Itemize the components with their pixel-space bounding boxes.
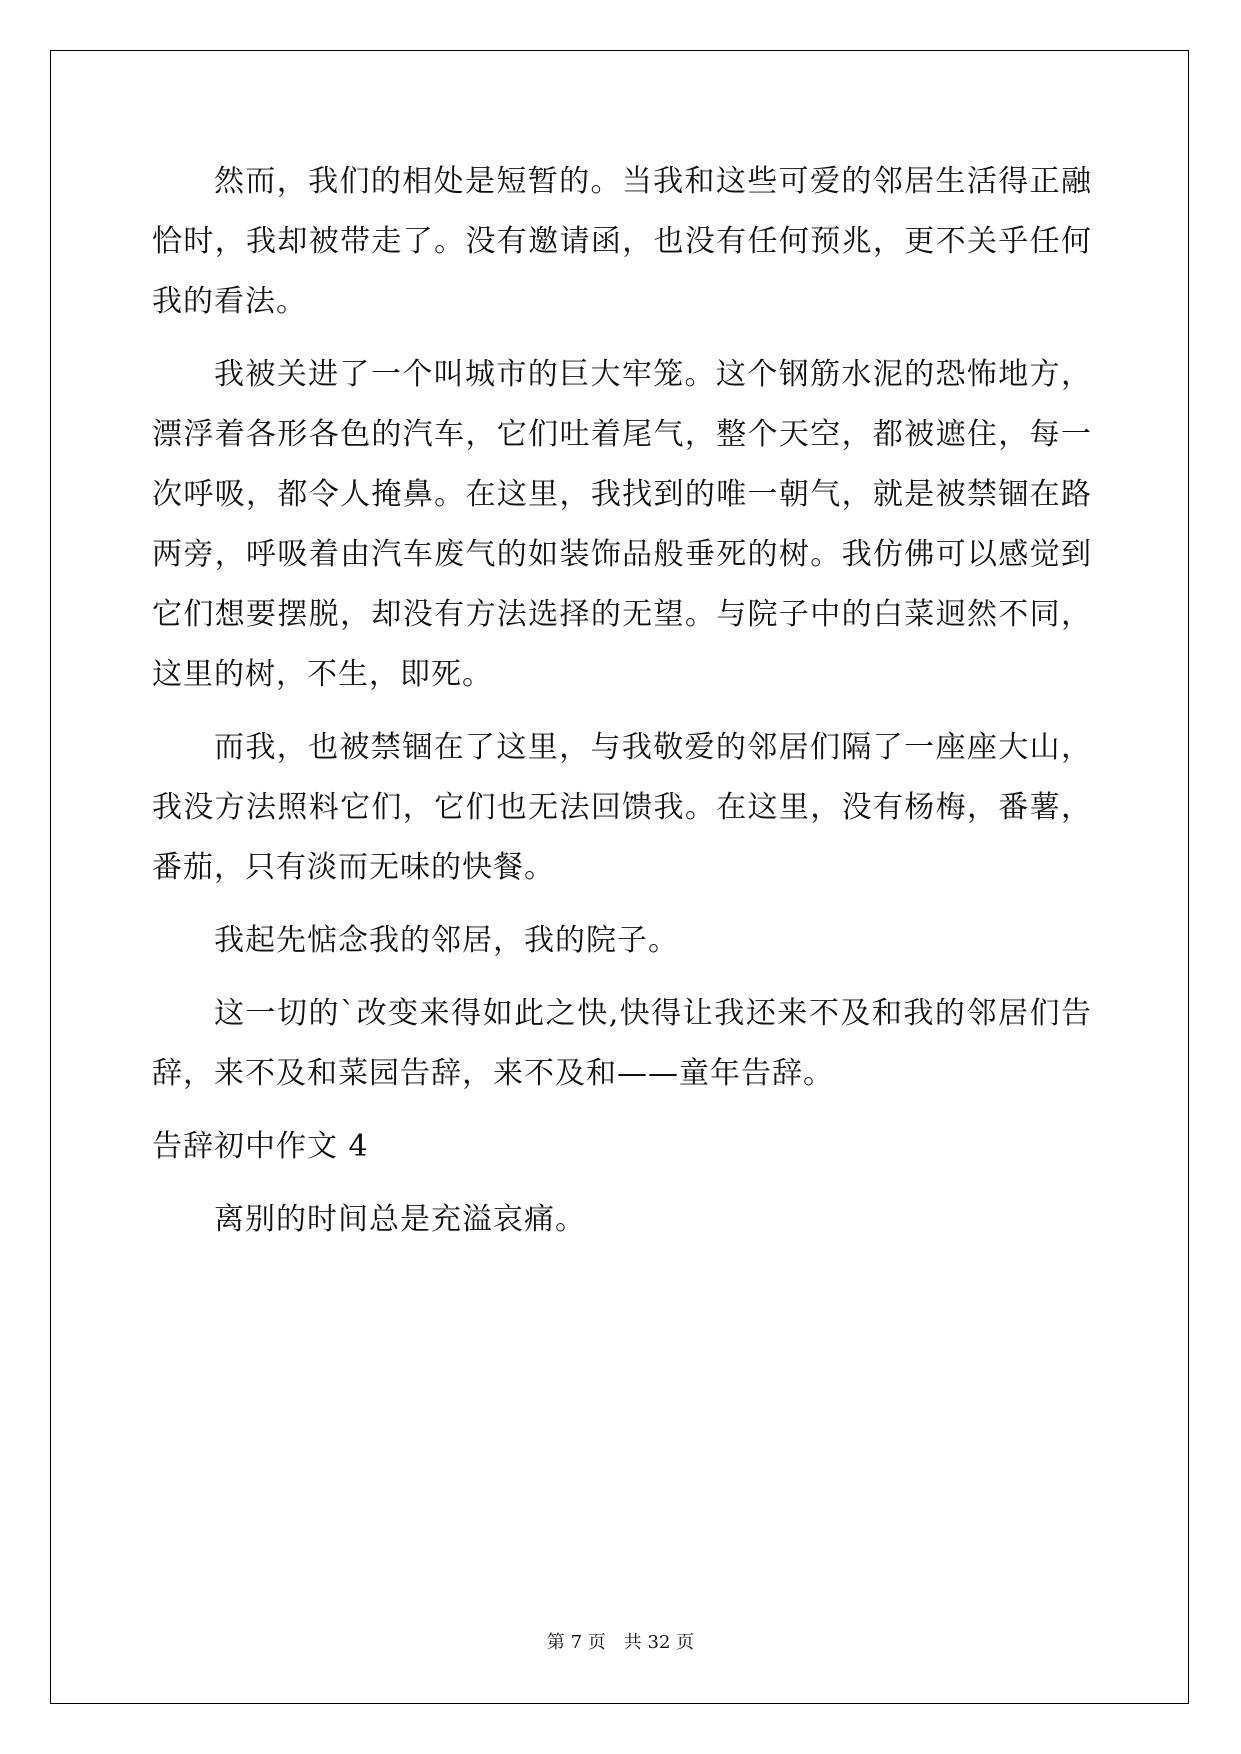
paragraph-3: 而我，也被禁锢在了这里，与我敬爱的邻居们隔了一座座大山，我没方法照料它们，它们也无法回馈我。在这里，没有杨梅，番薯，番茄，只有淡而无味的快餐。	[152, 730, 1092, 885]
paragraph-5: 这一切的`改变来得如此之快,快得让我还来不及和我的邻居们告辞，来不及和菜园告辞，来不及和——童年告辞。	[152, 996, 1092, 1091]
paragraph-2: 我被关进了一个叫城市的巨大牢笼。这个钢筋水泥的恐怖地方，漂浮着各形各色的汽车，它们吐着尾气，整个天空，都被遮住，每一次呼吸，都令人掩鼻。在这里，我找到的唯一朝气，就是被禁锢在路两旁，呼吸着由汽车废气的如装饰品般垂死的树。我仿佛可以感觉到它们想要摆脱，却没有方法选择的无望。与院子中的白菜迥然不同，这里的树，不生，即死。	[152, 357, 1092, 692]
paragraph-6: 离别的时间总是充溢哀痛。	[214, 1202, 586, 1237]
paragraph-4: 我起先惦念我的邻居，我的院子。	[214, 923, 679, 958]
section-heading: 告辞初中作文 4	[152, 1129, 369, 1164]
paragraph-1: 然而，我们的相处是短暂的。当我和这些可爱的邻居生活得正融恰时，我却被带走了。没有邀请函，也没有任何预兆，更不关乎任何我的看法。	[152, 164, 1092, 319]
page-number: 第 7 页 共 32 页	[546, 1632, 695, 1653]
document-body	[152, 152, 1092, 1263]
